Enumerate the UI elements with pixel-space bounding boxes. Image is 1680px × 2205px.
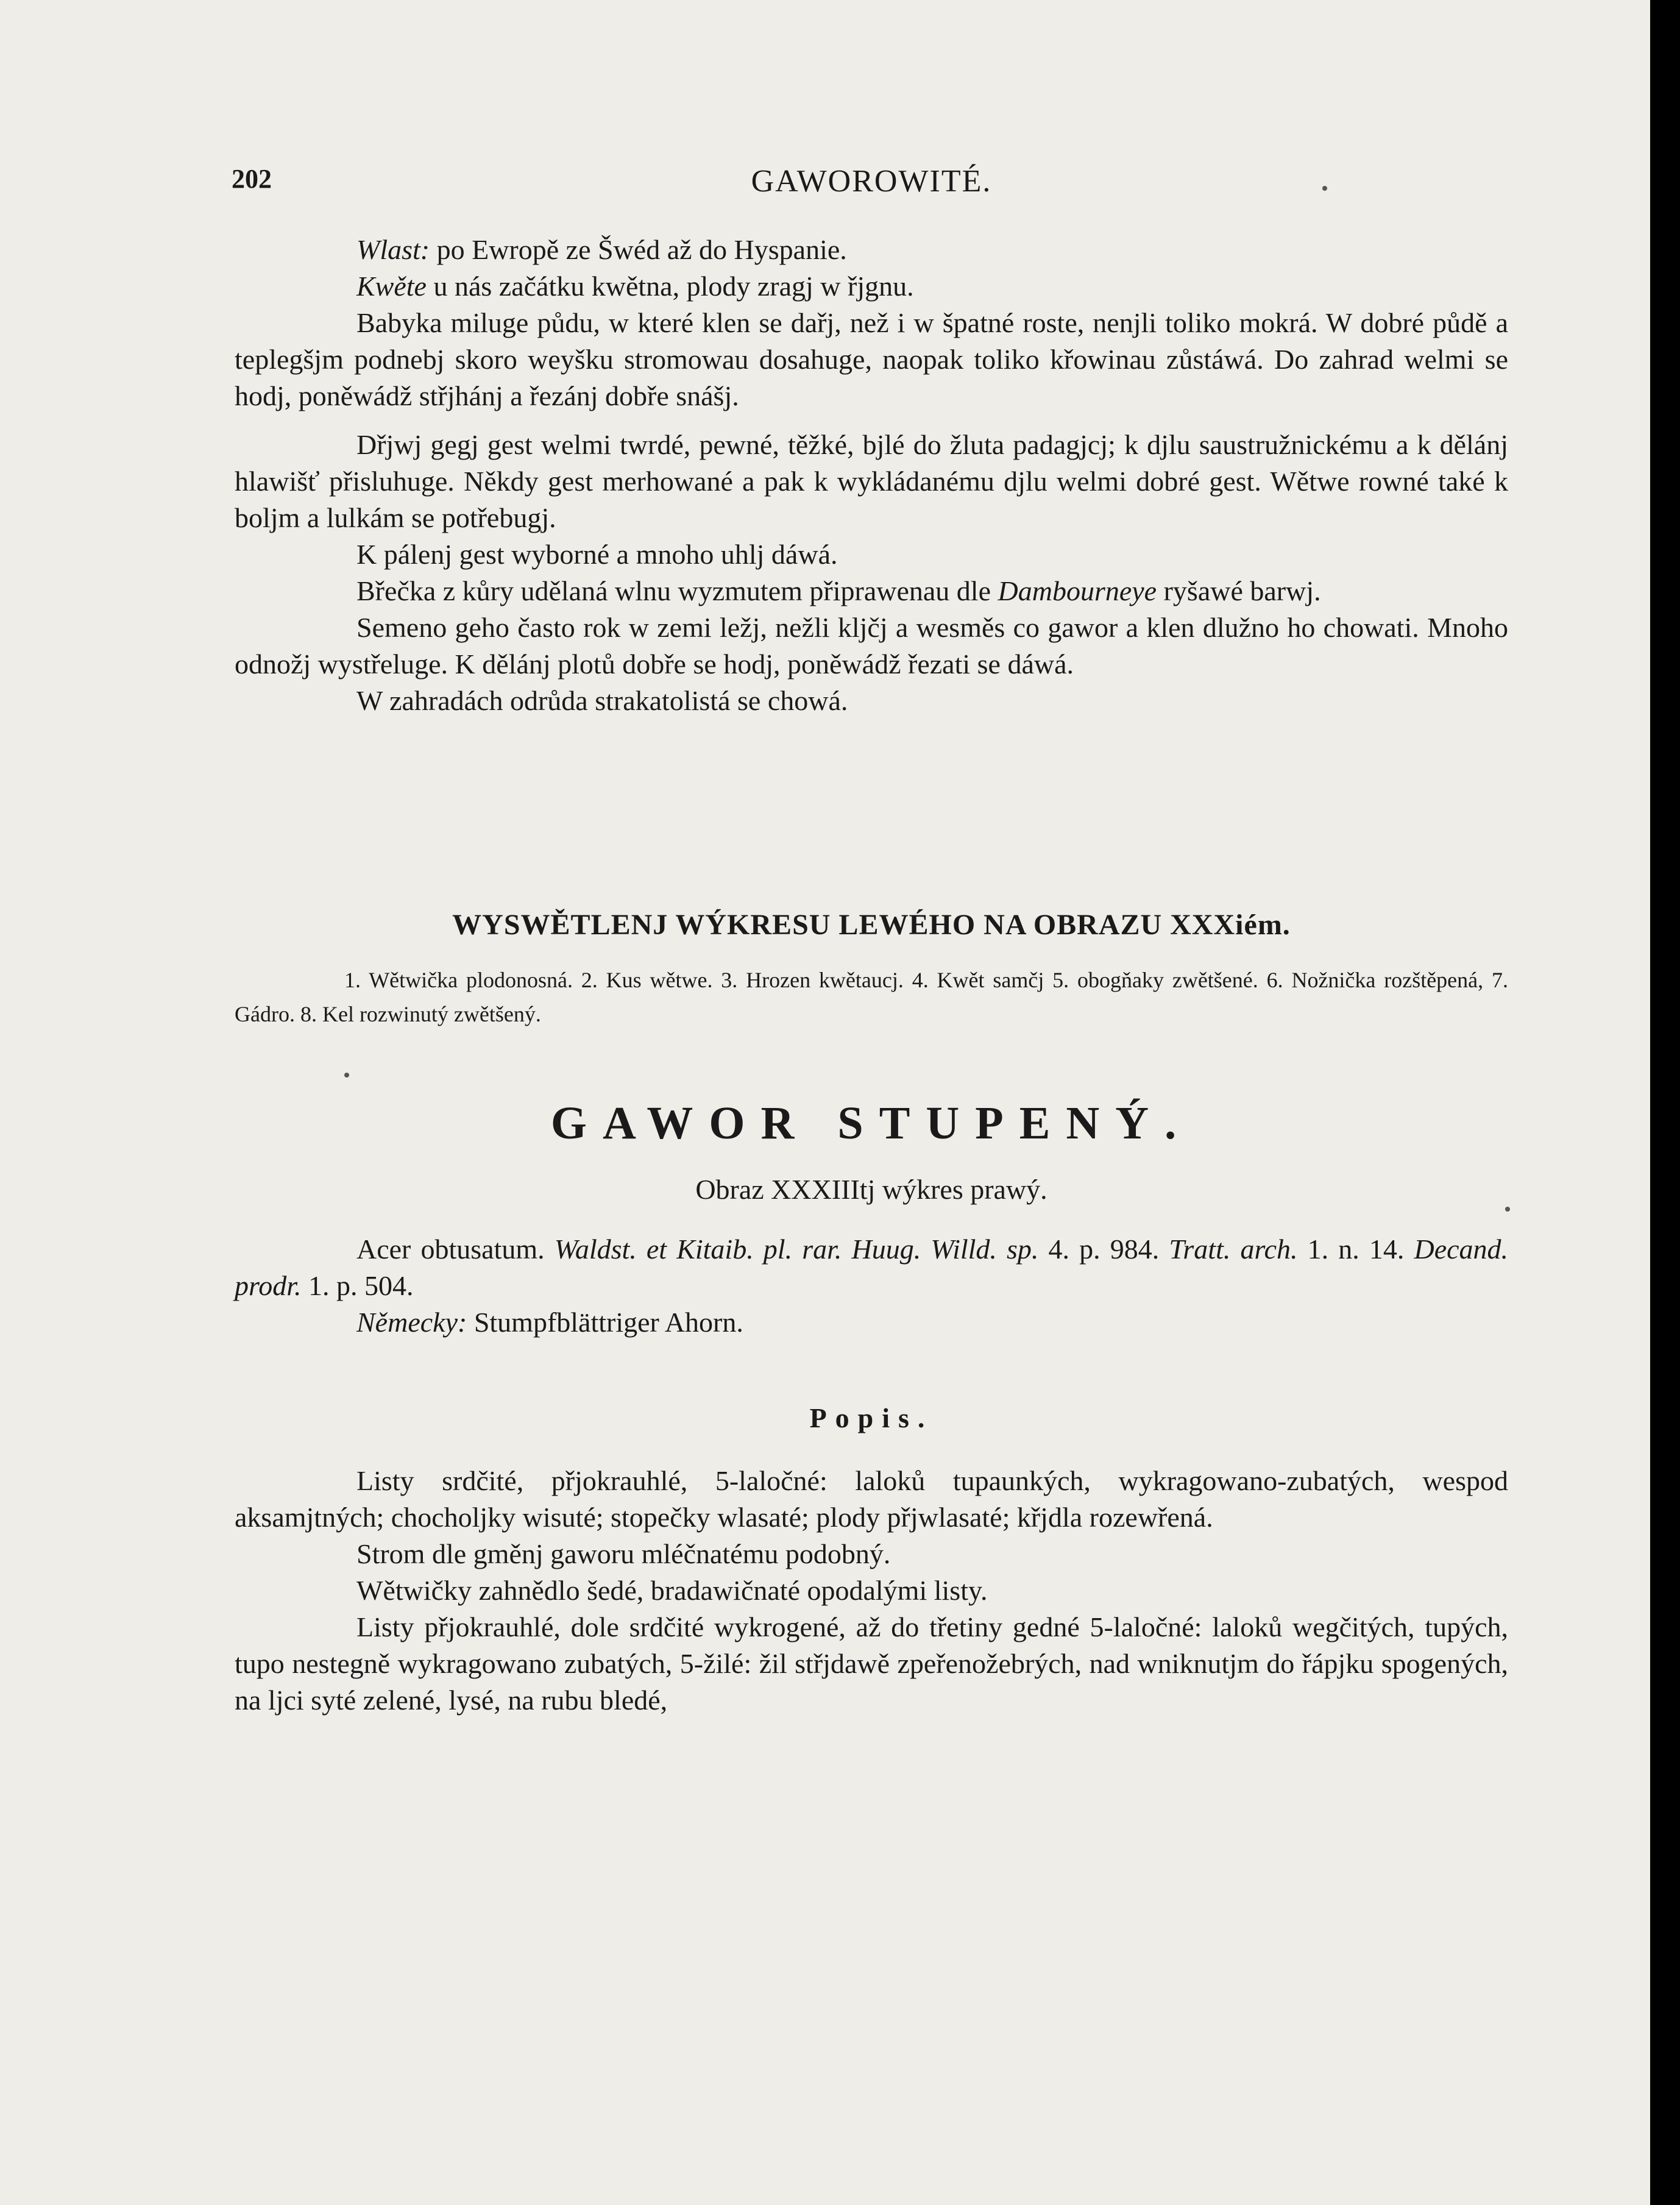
ref-numbers: 4. p. 984. [1038, 1234, 1169, 1265]
running-title: GAWOROWITÉ. [751, 164, 992, 199]
ref-decand: Decand. prodr. [235, 1234, 1509, 1301]
ref-tratt: Tratt. arch. [1169, 1234, 1298, 1265]
dye-text-a: Břečka z kůry udělaná wlnu wyzmutem připrawenau dle [356, 575, 998, 606]
paragraph-branches: Wětwičky zahnědlo šedé, bradawičnaté opodalými listy. [356, 1575, 988, 1606]
speck-mark [1322, 186, 1327, 191]
range-text: po Ewropě ze Šwéd až do Hyspanie. [430, 234, 847, 265]
speck-mark [1505, 1207, 1510, 1212]
section-distribution [235, 232, 1508, 719]
scan-edge [1650, 0, 1680, 2205]
paragraph-seeds: Semeno geho často rok w zemi ležj, nežli kljčj a wesměs co gawor a klen dlužno ho chowati. Mnoho odnožj wystřeluge. K dělánj plotů dobře se hodj, poněwádž řezati se dáwá. [235, 612, 1508, 680]
ref-numbers-3: 1. p. 504. [301, 1270, 414, 1301]
paragraph-references [235, 1231, 1508, 1304]
latin-name: Acer obtusatum. [356, 1234, 545, 1265]
german-label: Německy: [356, 1307, 467, 1338]
paragraph-garden: W zahradách odrůda strakatolistá se chowá. [356, 685, 848, 716]
paragraph-flowering [235, 268, 1508, 305]
dye-text-b: ryšawé barwj. [1157, 575, 1321, 606]
figure-caption: 1. Wětwička plodonosná. 2. Kus wětwe. 3. Hrozen kwětaucj. 4. Kwět samčj 5. obogňaky zwětšené. 6. Nožnička rozštěpená, 7. Gádro. 8. Kel rozwinutý zwětšený. [235, 968, 1508, 1026]
page-number: 202 [232, 164, 272, 194]
german-name: Stumpfblättriger Ahorn. [467, 1307, 743, 1338]
paragraph-german [235, 1304, 1508, 1341]
ref-authors: Waldst. et Kitaib. pl. rar. Huug. Willd. sp. [544, 1234, 1039, 1265]
range-label: Wlast: [356, 234, 430, 265]
paragraph-dye [235, 573, 1508, 609]
dye-author: Dambourneye [998, 575, 1157, 606]
page-header [232, 163, 1511, 206]
flowering-label: Kwěte [356, 271, 427, 302]
paragraph-tree: Strom dle gměnj gaworu mléčnatému podobný. [356, 1538, 891, 1569]
paragraph-leaves: Listy přjokrauhlé, dole srdčité wykrogené, až do třetiny gedné 5-laločné: laloků wegčitých, tupých, tupo nestegně wykragowano zubatých, 5-žilé: žil střjdawě zpeřenožebrých, nad wniknutjm do řápjku spogených, na ljci syté zelené, lysé, na rubu bledé, [235, 1611, 1508, 1716]
plate-reference: Obraz XXXIIItj wýkres prawý. [695, 1174, 1047, 1205]
species-title: GAWOR STUPENÝ. [550, 1098, 1193, 1149]
paragraph-wood: Dřjwj gegj gest welmi twrdé, pewné, těžké, bjlé do žluta padagjcj; k djlu saustružnickému a k dělánj hlawišť přisluhuge. Někdy gest merhowané a pak k wykládanému djlu welmi dobré gest. Wětwe rowné také k boljm a lulkám se potřebugj. [235, 429, 1508, 533]
paragraph-diagnosis: Listy srdčité, přjokrauhlé, 5-laločné: laloků tupaunkých, wykragowano-zubatých, wespod aksamjtných; chocholjky wisuté; stopečky wlasaté; plody přjwlasaté; křjdla rozewřená. [235, 1465, 1508, 1533]
paragraph-range [235, 232, 1508, 268]
section-description [235, 1463, 1508, 1719]
explanation-heading: WYSWĚTLENJ WÝKRESU LEWÉHO NA OBRAZU XXXiém. [452, 909, 1291, 941]
description-heading: Popis. [809, 1402, 934, 1433]
paragraph-habitat: Babyka miluge půdu, w které klen se dařj, než i w špatné roste, nenjli toliko mokrá. W dobré půdě a teplegšjm podnebj skoro weyšku stromowau dosahuge, naopak toliko křowinau zůstáwá. Do zahrad welmi se hodj, poněwádž střjhánj a řezánj dobře snášj. [235, 307, 1508, 411]
flowering-text: u nás začátku kwětna, plody zragj w řjgnu. [426, 271, 914, 302]
section-references [235, 1231, 1508, 1341]
ref-numbers-2: 1. n. 14. [1297, 1234, 1414, 1265]
paragraph-fuel: K pálenj gest wyborné a mnoho uhlj dáwá. [356, 539, 838, 570]
speck-mark [344, 1073, 349, 1078]
